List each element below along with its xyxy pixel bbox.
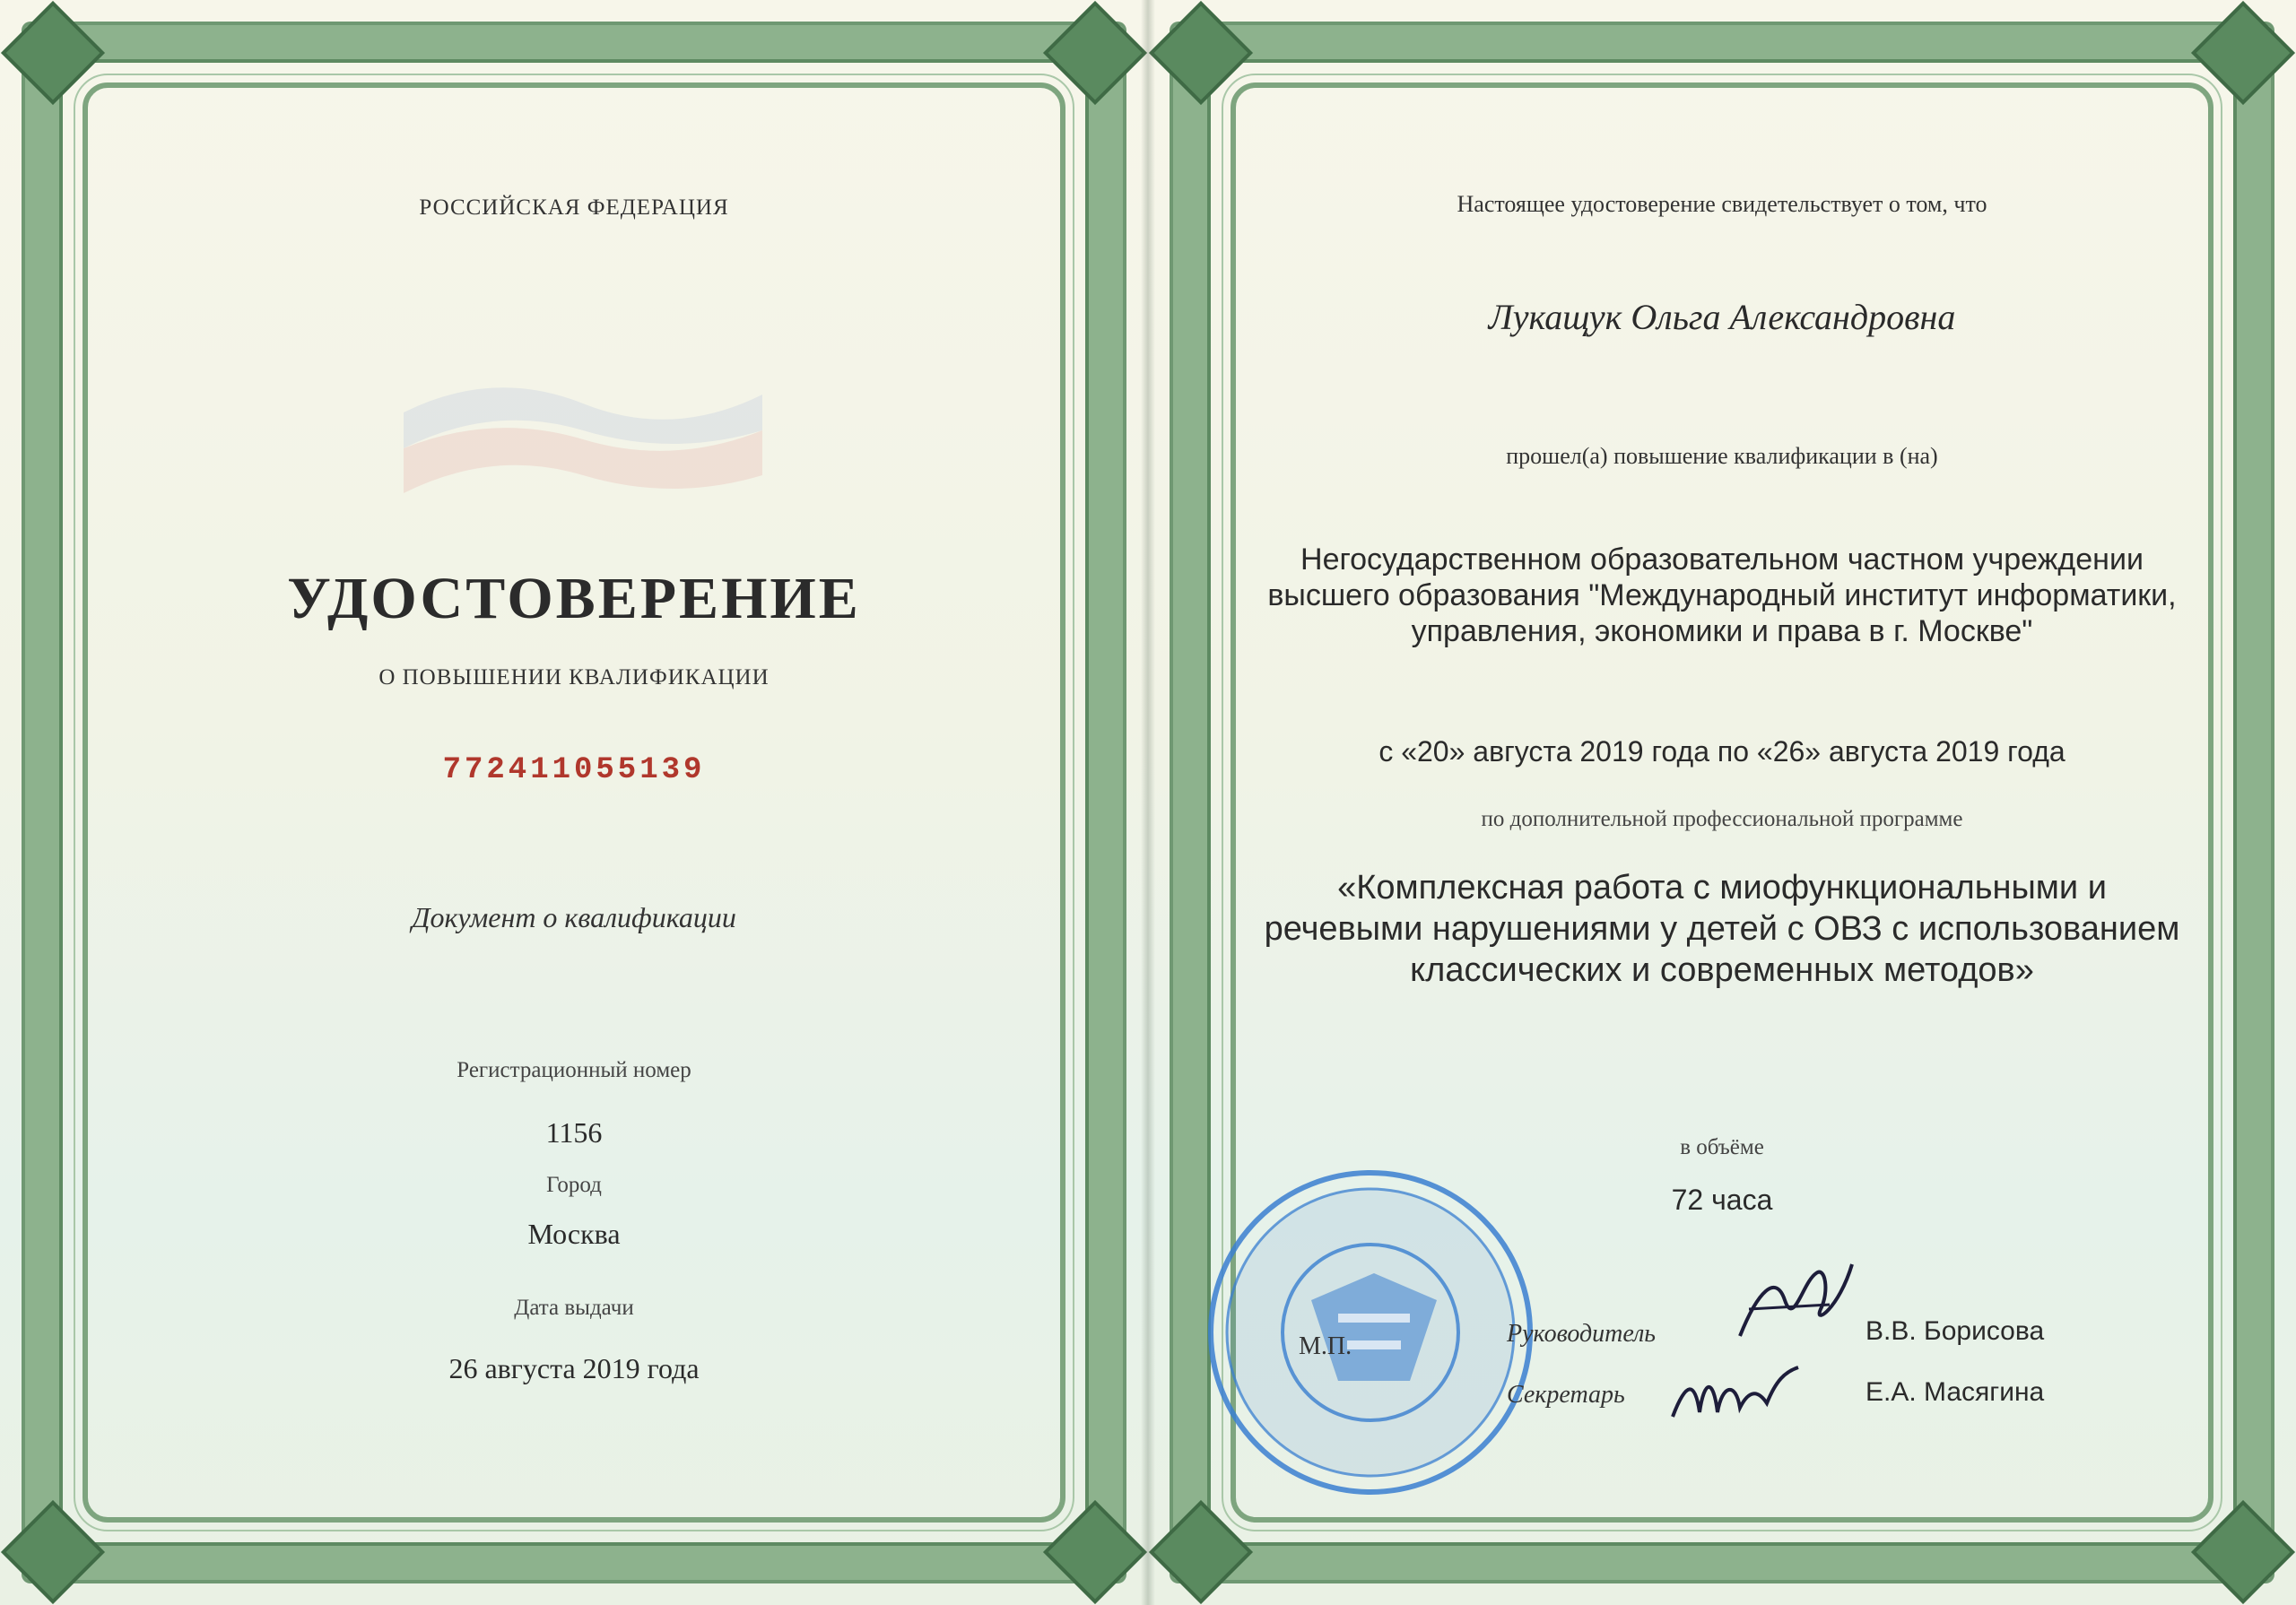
volume-label: в объёме bbox=[1680, 1135, 1764, 1159]
institution-name bbox=[1148, 542, 2296, 649]
registration-label: Регистрационный номер bbox=[457, 1058, 691, 1082]
secretary-signature bbox=[1668, 1354, 1803, 1435]
document-subtitle: О ПОВЫШЕНИИ КВАЛИФИКАЦИИ bbox=[378, 665, 770, 690]
volume-hours: 72 часа bbox=[1671, 1184, 1773, 1216]
secretary-name: Е.А. Масягина bbox=[1866, 1377, 2045, 1407]
official-stamp bbox=[1204, 1166, 1537, 1499]
registration-number: 1156 bbox=[545, 1116, 603, 1149]
certifies-statement: Настоящее удостоверение свидетельствует о том, что bbox=[1457, 191, 1987, 217]
program-title bbox=[1148, 867, 2296, 991]
stamp-place-label: М.П. bbox=[1299, 1332, 1352, 1360]
russian-flag-watermark bbox=[395, 359, 771, 520]
head-signature bbox=[1731, 1255, 1857, 1354]
secretary-role: Секретарь bbox=[1507, 1381, 1625, 1409]
program-line: «Комплексная работа с миофункциональными и bbox=[1337, 869, 2107, 907]
city-label: Город bbox=[546, 1173, 602, 1197]
institution-line: высшего образования "Международный институт информатики, bbox=[1267, 578, 2177, 612]
passed-statement: прошел(а) повышение квалификации в (на) bbox=[1506, 443, 1938, 469]
document-type: Документ о квалификации bbox=[412, 901, 736, 933]
country-name: РОССИЙСКАЯ ФЕДЕРАЦИЯ bbox=[419, 195, 729, 220]
program-line: классических и современных методов» bbox=[1410, 951, 2034, 989]
head-name: В.В. Борисова bbox=[1866, 1316, 2045, 1346]
issue-date: 26 августа 2019 года bbox=[448, 1352, 700, 1384]
head-role: Руководитель bbox=[1507, 1320, 1657, 1348]
document-title: УДОСТОВЕРЕНИЕ bbox=[287, 566, 861, 631]
holder-name: Лукащук Ольга Александровна bbox=[1488, 297, 1956, 337]
serial-number: 772411055139 bbox=[442, 753, 706, 787]
program-label: по дополнительной профессиональной программе bbox=[1481, 807, 1963, 831]
institution-line: Негосударственном образовательном частном учреждении bbox=[1300, 542, 2144, 577]
issue-date-label: Дата выдачи bbox=[514, 1296, 634, 1320]
institution-line: управления, экономики и права в г. Москве" bbox=[1411, 614, 2033, 648]
city-value: Москва bbox=[527, 1218, 621, 1250]
program-line: речевыми нарушениями у детей с ОВЗ с использованием bbox=[1264, 910, 2180, 948]
training-period: с «20» августа 2019 года по «26» августа 2019 года bbox=[1378, 735, 2066, 768]
